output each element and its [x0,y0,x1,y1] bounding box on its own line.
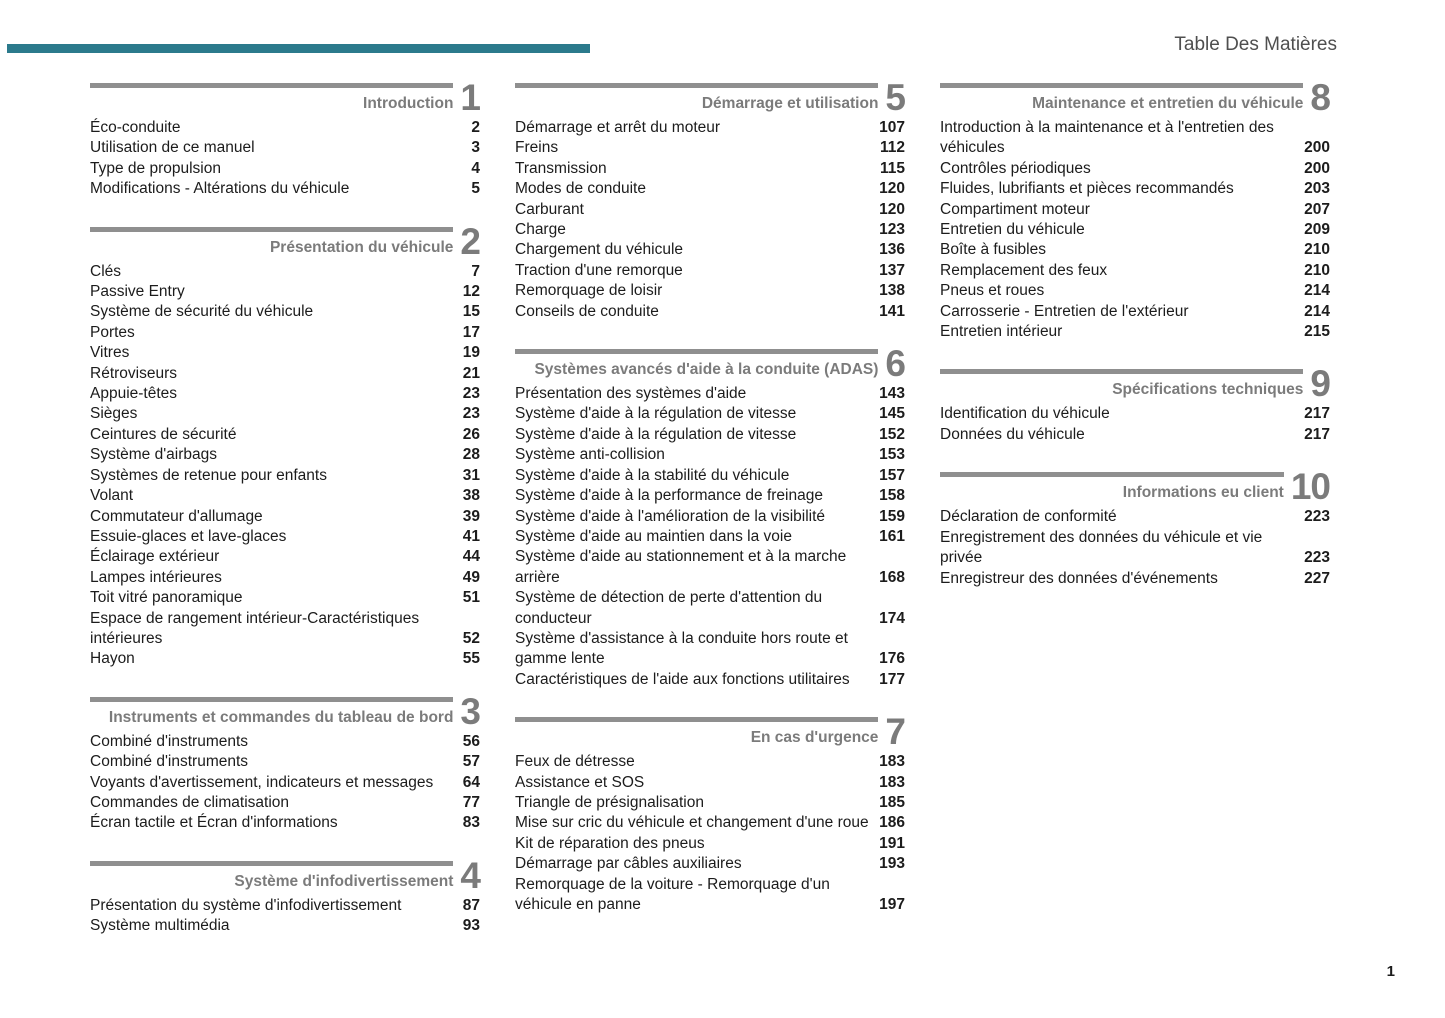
toc-entry-page: 23 [462,405,480,423]
section-entries [940,118,1330,342]
toc-entry-page: 39 [462,507,480,525]
toc-entry-page: 56 [462,732,480,750]
section-title: Présentation du véhicule [269,238,454,256]
toc-entry [90,773,480,793]
toc-section [940,363,1330,445]
toc-entry-page: 141 [879,302,905,320]
toc-entry [940,220,1330,240]
toc-entry-label: Déclaration de conformité [940,508,1117,526]
section-header-left [940,472,1284,503]
toc-entry [90,649,480,669]
toc-entry [90,896,480,916]
section-number: 4 [460,854,480,896]
toc-section [90,220,480,670]
toc-entry-page: 136 [879,241,905,259]
toc-entry [940,528,1330,569]
toc-entry-label: Système d'airbags [90,446,218,464]
toc-entry-page: 217 [1304,405,1330,423]
toc-entry [90,384,480,404]
toc-entry-label: Introduction à la maintenance et à l'entretien des véhicules [940,119,1274,157]
section-entries [90,732,480,834]
toc-entry-label: Combiné d'instruments [90,753,249,771]
toc-entry [90,507,480,527]
toc-entry [515,813,905,833]
section-number: 10 [1290,466,1330,508]
toc-entry-page: 209 [1304,221,1330,239]
toc-entry-label: Pneus et roues [940,282,1045,300]
toc-entry-page: 12 [462,283,480,301]
toc-section [940,77,1330,342]
section-header-left [90,227,453,258]
toc-entry-label: Conseils de conduite [515,302,659,320]
toc-entry-label: Passive Entry [90,283,185,301]
toc-entry [90,793,480,813]
section-entries [90,118,480,200]
toc-entry-page: 183 [879,753,905,771]
toc-entry-page: 210 [1304,261,1330,279]
toc-entry [90,323,480,343]
toc-entry [515,200,905,220]
section-header [940,363,1330,405]
toc-entry-page: 214 [1304,282,1330,300]
section-header [90,220,480,262]
toc-entry [515,466,905,486]
section-rule [90,861,453,866]
toc-entry [90,343,480,363]
toc-entry-label: Caractéristiques de l'aide aux fonctions utilitaires [515,670,850,688]
toc-entry-page: 52 [462,629,480,647]
section-entries [515,384,905,690]
toc-entry-label: Vitres [90,344,130,362]
toc-entry-label: Lampes intérieures [90,568,222,586]
toc-section [515,711,905,915]
toc-entry-label: Remplacement des feux [940,261,1108,279]
toc-entry-label: Transmission [515,159,607,177]
section-entries [940,404,1330,445]
section-title: Instruments et commandes du tableau de bord [108,708,454,726]
toc-entry-label: Système d'aide à la régulation de vitesse [515,425,797,443]
toc-entry-label: Système d'assistance à la conduite hors route et gamme lente [515,629,848,668]
toc-entry [90,262,480,282]
toc-entry-page: 217 [1304,425,1330,443]
toc-entry-page: 55 [462,650,480,668]
toc-entry [90,527,480,547]
toc-entry-page: 112 [879,139,905,157]
section-header-left [940,369,1303,400]
toc-entry-label: Chargement du véhicule [515,241,684,259]
toc-entry-label: Carburant [515,200,584,218]
toc-entry [90,916,480,936]
toc-entry [90,364,480,384]
toc-entry-label: Système d'aide à la stabilité du véhicule [515,466,790,484]
toc-entry-label: Système de sécurité du véhicule [90,303,314,321]
section-number: 3 [460,690,480,732]
toc-entry-label: Modes de conduite [515,180,646,198]
toc-entry-label: Système d'aide à l'amélioration de la visibilité [515,507,826,525]
toc-entry-page: 28 [462,446,480,464]
toc-entry [940,159,1330,179]
toc-entry-page: 203 [1304,180,1330,198]
section-number: 9 [1310,363,1330,405]
toc-entry-page: 51 [462,589,480,607]
toc-entry-label: Éclairage extérieur [90,548,220,566]
toc-entry-label: Type de propulsion [90,159,221,177]
toc-entry-page: 143 [879,385,905,403]
toc-entry [90,138,480,158]
toc-entry-page: 31 [462,466,480,484]
toc-entry-page: 41 [462,527,480,545]
toc-entry-page: 26 [462,425,480,443]
toc-section [90,854,480,937]
toc-entry-page: 44 [462,548,480,566]
toc-entry-page: 19 [462,344,480,362]
section-rule [515,717,878,722]
toc-entry-page: 57 [462,753,480,771]
toc-entry [90,486,480,506]
toc-entry-label: Sièges [90,405,138,423]
section-number: 6 [885,343,905,385]
toc-entry-page: 17 [462,323,480,341]
toc-entry-page: 38 [462,487,480,505]
toc-entry-page: 215 [1304,323,1330,341]
section-title: Démarrage et utilisation [701,95,879,112]
toc-entry [515,302,905,322]
toc-entry-page: 200 [1304,139,1330,157]
toc-entry [90,588,480,608]
section-rule [515,349,878,354]
toc-entry [940,322,1330,342]
toc-entry-label: Entretien du véhicule [940,221,1085,239]
toc-entry [940,240,1330,260]
section-header [515,711,905,753]
section-entries [515,118,905,322]
toc-entry [515,527,905,547]
section-header [90,854,480,896]
section-entries [90,896,480,937]
toc-entry-page: 107 [879,119,905,136]
toc-entry [90,732,480,752]
toc-entry-page: 185 [879,793,905,811]
toc-entry-label: Hayon [90,650,135,668]
toc-entry-label: Système d'aide au maintien dans la voie [515,527,792,545]
toc-entry [515,179,905,199]
toc-entry-page: 4 [471,159,480,177]
toc-entry-label: Essuie-glaces et lave-glaces [90,527,287,545]
toc-entry-page: 64 [462,773,480,791]
section-rule [940,83,1303,88]
section-entries [90,262,480,670]
toc-column [940,77,1330,964]
toc-entry [940,404,1330,424]
toc-entry-page: 161 [879,527,905,545]
toc-entry-label: Utilisation de ce manuel [90,139,255,157]
toc-entry-label: Assistance et SOS [515,773,645,791]
toc-entry [940,200,1330,220]
section-title: Introduction [363,95,454,112]
section-number: 8 [1310,77,1330,118]
toc-entry [515,261,905,281]
section-header [515,343,905,385]
toc-entry-label: Écran tactile et Écran d'informations [90,814,338,832]
section-header [940,77,1330,118]
toc-entry-label: Portes [90,323,135,341]
toc-entry-label: Système anti-collision [515,446,665,464]
toc-column [515,77,905,964]
toc-entry-label: Contrôles périodiques [940,159,1091,177]
section-header-left [515,349,878,380]
section-title: Informations eu client [1122,484,1284,502]
toc-entry [515,118,905,138]
toc-entry-label: Identification du véhicule [940,405,1110,423]
toc-entry-page: 176 [879,650,905,668]
toc-entry-label: Système d'aide à la performance de freinage [515,487,823,505]
toc-entry [515,854,905,874]
toc-entry-page: 191 [879,834,905,852]
toc-entry-page: 77 [462,793,480,811]
toc-entry [515,547,905,588]
section-header-left [90,83,453,114]
toc-entry [940,118,1330,159]
section-header [90,690,480,732]
toc-entry-page: 200 [1304,159,1330,177]
toc-entry-page: 15 [462,303,480,321]
toc-entry-label: Enregistrement des données du véhicule et vie privée [940,528,1263,567]
section-number: 7 [885,711,905,753]
toc-entry-page: 158 [879,487,905,505]
toc-entry-label: Feux de détresse [515,753,635,771]
toc-entry-page: 183 [879,773,905,791]
section-rule [90,227,453,232]
toc-entry-label: Carrosserie - Entretien de l'extérieur [940,302,1189,320]
section-number: 5 [885,77,905,118]
toc-entry-label: Système d'aide à la régulation de vitesse [515,405,797,423]
toc-entry-page: 159 [879,507,905,525]
toc-entry [515,159,905,179]
toc-entry [515,445,905,465]
toc-entry [515,507,905,527]
toc-entry [515,670,905,690]
toc-entry-label: Boîte à fusibles [940,241,1046,259]
toc-entry-label: Triangle de présignalisation [515,793,704,811]
toc-entry-page: 23 [462,385,480,403]
section-entries [515,752,905,915]
section-header-left [940,83,1303,114]
toc-entry [940,261,1330,281]
toc-entry-label: Modifications - Altérations du véhicule [90,180,350,198]
section-title: En cas d'urgence [750,729,879,747]
section-entries [940,507,1330,589]
toc-section [515,77,905,322]
toc-entry-page: 223 [1304,508,1330,526]
section-title: Système d'infodivertissement [234,872,454,890]
page-header-title: Table Des Matières [1174,34,1337,55]
toc-entry [515,875,905,916]
toc-entry-page: 120 [879,180,905,198]
toc-entry [515,588,905,629]
toc-section [90,690,480,834]
toc-entry-page: 2 [471,119,480,136]
toc-entry-label: Remorquage de la voiture - Remorquage d'un véhicule en panne [515,875,830,913]
section-header [515,77,905,118]
toc-entry-label: Remorquage de loisir [515,282,663,300]
section-header-left [90,861,453,892]
toc-entry-label: Commutateur d'allumage [90,507,263,525]
toc-entry-page: 197 [879,896,905,913]
toc-columns [90,77,1330,964]
toc-entry-label: Commandes de climatisation [90,793,290,811]
toc-entry-label: Présentation des systèmes d'aide [515,385,747,403]
toc-entry [90,282,480,302]
toc-section [940,466,1330,589]
toc-entry-page: 3 [471,139,480,157]
toc-entry [90,425,480,445]
toc-entry [515,752,905,772]
toc-entry-page: 174 [879,609,905,627]
toc-entry-page: 152 [879,425,905,443]
toc-entry [515,220,905,240]
toc-entry-page: 138 [879,282,905,300]
toc-entry-page: 5 [471,180,480,198]
toc-column [90,77,480,964]
section-title: Maintenance et entretien du véhicule [1032,95,1304,112]
toc-entry [515,834,905,854]
toc-entry-page: 193 [879,855,905,873]
toc-entry-label: Espace de rangement intérieur-Caractéristiques intérieures [90,609,420,647]
toc-entry-label: Volant [90,487,134,505]
toc-entry [90,404,480,424]
toc-entry-label: Systèmes de retenue pour enfants [90,466,327,484]
toc-entry-page: 21 [462,364,480,382]
toc-entry-page: 87 [462,896,480,914]
section-header-left [90,697,453,728]
toc-section [515,343,905,690]
toc-entry [515,793,905,813]
toc-entry-label: Combiné d'instruments [90,732,249,750]
toc-entry-page: 223 [1304,549,1330,567]
toc-entry-page: 177 [879,670,905,688]
toc-entry-label: Appuie-têtes [90,385,178,403]
toc-entry-label: Freins [515,139,559,157]
section-rule [515,83,878,88]
footer-page-number: 1 [1386,963,1395,980]
toc-entry-page: 120 [879,200,905,218]
toc-entry-page: 168 [879,568,905,586]
toc-entry-page: 207 [1304,200,1330,218]
toc-entry [90,445,480,465]
toc-entry [515,384,905,404]
toc-entry-label: Kit de réparation des pneus [515,834,705,852]
section-number: 1 [460,77,480,118]
toc-entry-label: Toit vitré panoramique [90,589,243,607]
toc-entry-label: Entretien intérieur [940,323,1063,341]
toc-entry-label: Compartiment moteur [940,200,1090,218]
section-title: Spécifications techniques [1112,381,1304,399]
toc-entry-label: Voyants d'avertissement, indicateurs et messages [90,773,434,791]
toc-entry [90,609,480,650]
section-number: 2 [460,220,480,262]
toc-entry-label: Système d'aide au stationnement et à la marche arrière [515,548,847,586]
toc-entry [940,302,1330,322]
toc-entry [90,813,480,833]
toc-entry-label: Présentation du système d'infodivertissement [90,896,402,914]
toc-entry [940,425,1330,445]
toc-entry [515,425,905,445]
toc-entry [940,281,1330,301]
toc-entry [90,568,480,588]
toc-entry-page: 115 [879,159,905,177]
toc-entry [515,138,905,158]
toc-entry [515,281,905,301]
toc-entry [90,179,480,199]
toc-entry [90,159,480,179]
toc-entry-page: 49 [462,568,480,586]
toc-entry-page: 157 [879,466,905,484]
accent-bar [7,44,590,53]
toc-entry-label: Mise sur cric du véhicule et changement d'une roue [515,814,869,832]
toc-entry-label: Système multimédia [90,917,230,935]
toc-entry-page: 153 [879,446,905,464]
toc-entry [90,752,480,772]
toc-entry-page: 214 [1304,302,1330,320]
toc-entry-label: Fluides, lubrifiants et pièces recommandés [940,180,1234,198]
toc-entry [940,179,1330,199]
toc-entry-page: 83 [462,814,480,832]
section-header [940,466,1330,508]
toc-entry-label: Clés [90,262,122,280]
toc-entry [90,118,480,138]
toc-entry [515,773,905,793]
toc-entry [515,486,905,506]
toc-entry [90,466,480,486]
section-rule [90,83,453,88]
toc-entry [515,404,905,424]
section-header [90,77,480,118]
section-header-left [515,83,878,114]
toc-entry-label: Démarrage et arrêt du moteur [515,119,721,136]
toc-entry-page: 210 [1304,241,1330,259]
toc-entry [90,547,480,567]
section-title: Systèmes avancés d'aide à la conduite (ADAS) [534,361,879,379]
toc-entry-page: 137 [879,261,905,279]
toc-entry-label: Éco-conduite [90,119,181,136]
section-rule [940,369,1303,374]
toc-entry [515,240,905,260]
toc-entry-page: 123 [879,221,905,239]
toc-entry-page: 186 [879,814,905,832]
toc-entry-page: 93 [462,917,480,935]
toc-entry [940,569,1330,589]
toc-entry-label: Charge [515,221,566,239]
toc-entry [515,629,905,670]
toc-entry-label: Ceintures de sécurité [90,425,237,443]
toc-entry-label: Système de détection de perte d'attention du conducteur [515,589,823,627]
section-rule [90,697,453,702]
toc-entry-label: Données du véhicule [940,425,1085,443]
toc-entry [90,302,480,322]
section-header-left [515,717,878,748]
toc-entry-label: Démarrage par câbles auxiliaires [515,855,742,873]
toc-entry-page: 227 [1304,569,1330,587]
toc-entry-page: 7 [471,262,480,280]
toc-entry-page: 145 [879,405,905,423]
toc-entry-label: Enregistreur des données d'événements [940,569,1218,587]
toc-entry [940,507,1330,527]
toc-section [90,77,480,200]
toc-entry-label: Traction d'une remorque [515,261,683,279]
toc-entry-label: Rétroviseurs [90,364,177,382]
section-rule [940,472,1284,477]
